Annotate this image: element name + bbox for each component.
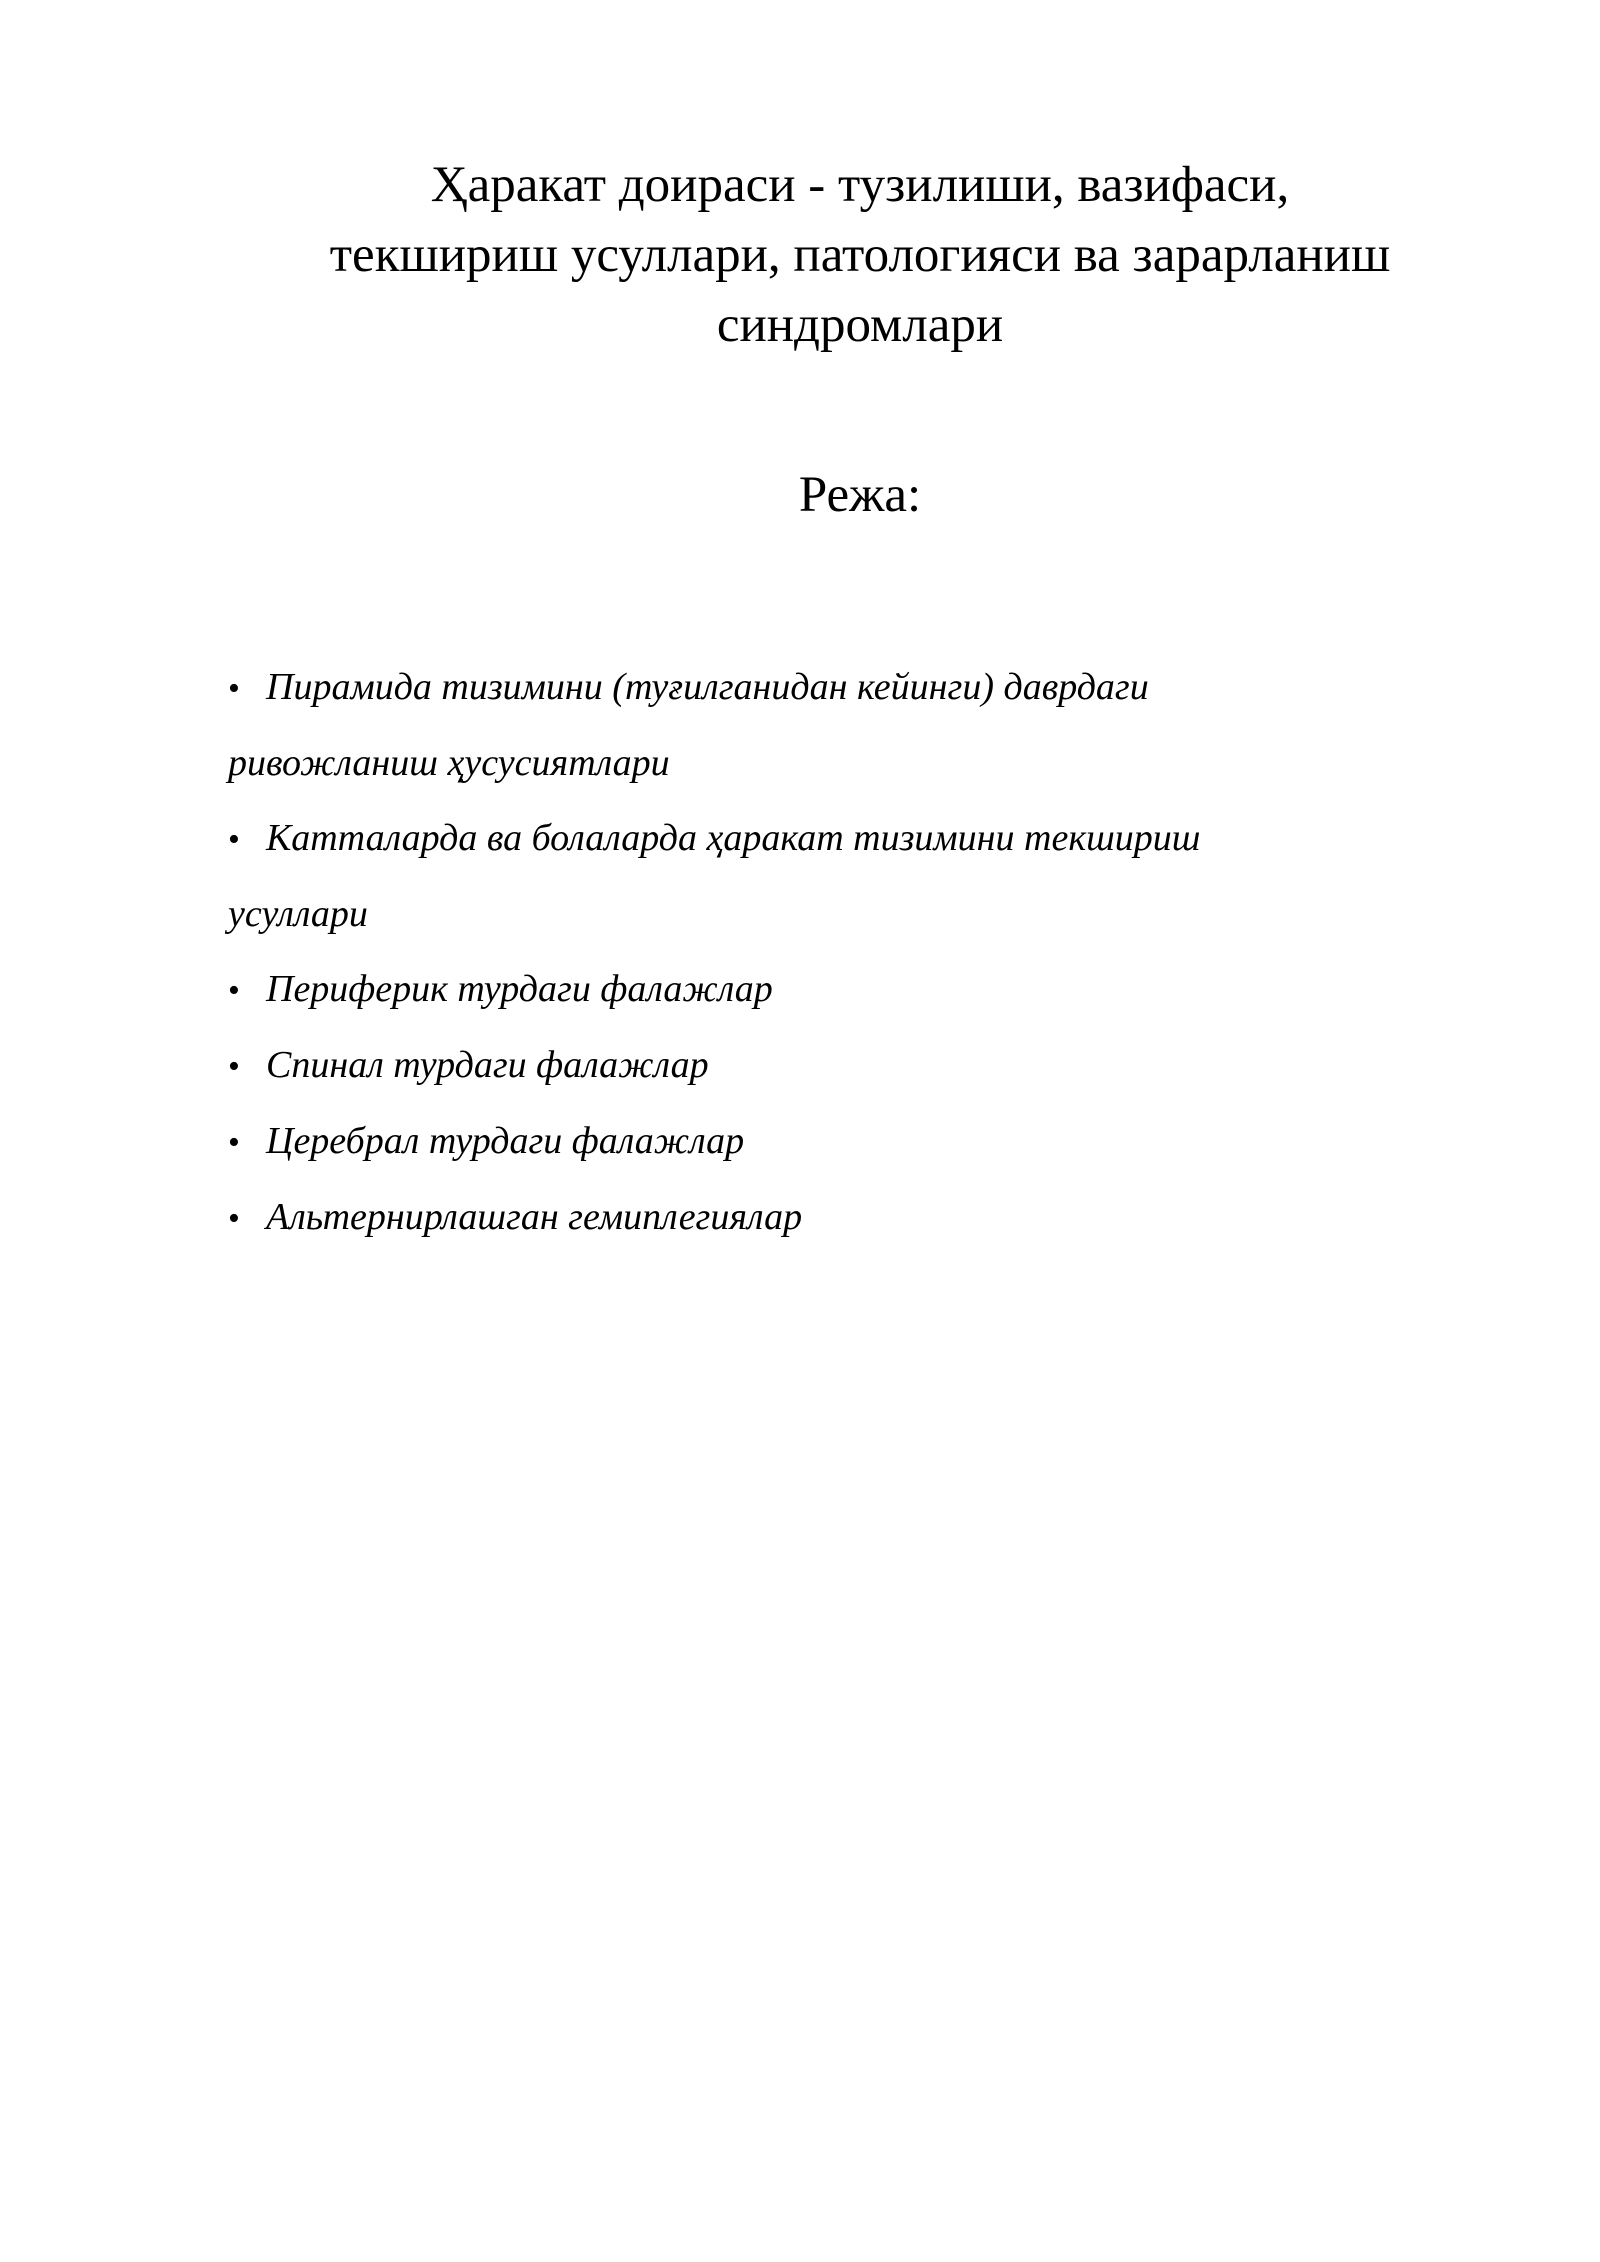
- plan-item-text: Спинал турдаги фалажлар: [266, 1044, 709, 1086]
- plan-item-continuation: [228, 726, 1428, 801]
- title-line-3: синдромлари: [716, 297, 1004, 353]
- plan-item-text: усуллари: [228, 893, 368, 935]
- document-title: [200, 150, 1520, 360]
- plan-item-text: Катталарда ва болаларда ҳаракат тизимини текшириш: [266, 817, 1201, 859]
- bullet-icon: •: [228, 972, 240, 1009]
- plan-item-text: ривожланиш ҳусусиятлари: [228, 742, 670, 784]
- plan-item: [228, 801, 1428, 877]
- plan-item: [228, 1180, 1428, 1256]
- plan-item: [228, 1028, 1428, 1104]
- plan-item: [228, 650, 1428, 726]
- plan-heading: Режа:: [798, 467, 922, 523]
- bullet-icon: •: [228, 1124, 240, 1161]
- bullet-icon: •: [228, 821, 240, 858]
- bullet-icon: •: [228, 1048, 240, 1085]
- plan-item-text: Альтернирлашган гемиплегиялар: [266, 1196, 803, 1238]
- plan-item-continuation: [228, 877, 1428, 952]
- bullet-icon: •: [228, 670, 240, 707]
- title-line-1: Ҳаракат доираси - тузилиши, вазифаси,: [430, 157, 1290, 213]
- title-line-2: текшириш усуллари, патологияси ва зарарланиш: [329, 227, 1391, 283]
- bullet-icon: •: [228, 1200, 240, 1237]
- plan-item-text: Церебрал турдаги фалажлар: [266, 1120, 745, 1162]
- plan-item: [228, 1104, 1428, 1180]
- plan-list: [228, 650, 1428, 1256]
- plan-item-text: Периферик турдаги фалажлар: [266, 968, 773, 1010]
- plan-item: [228, 952, 1428, 1028]
- plan-item-text: Пирамида тизимини (туғилганидан кейинги) даврдаги: [266, 666, 1149, 708]
